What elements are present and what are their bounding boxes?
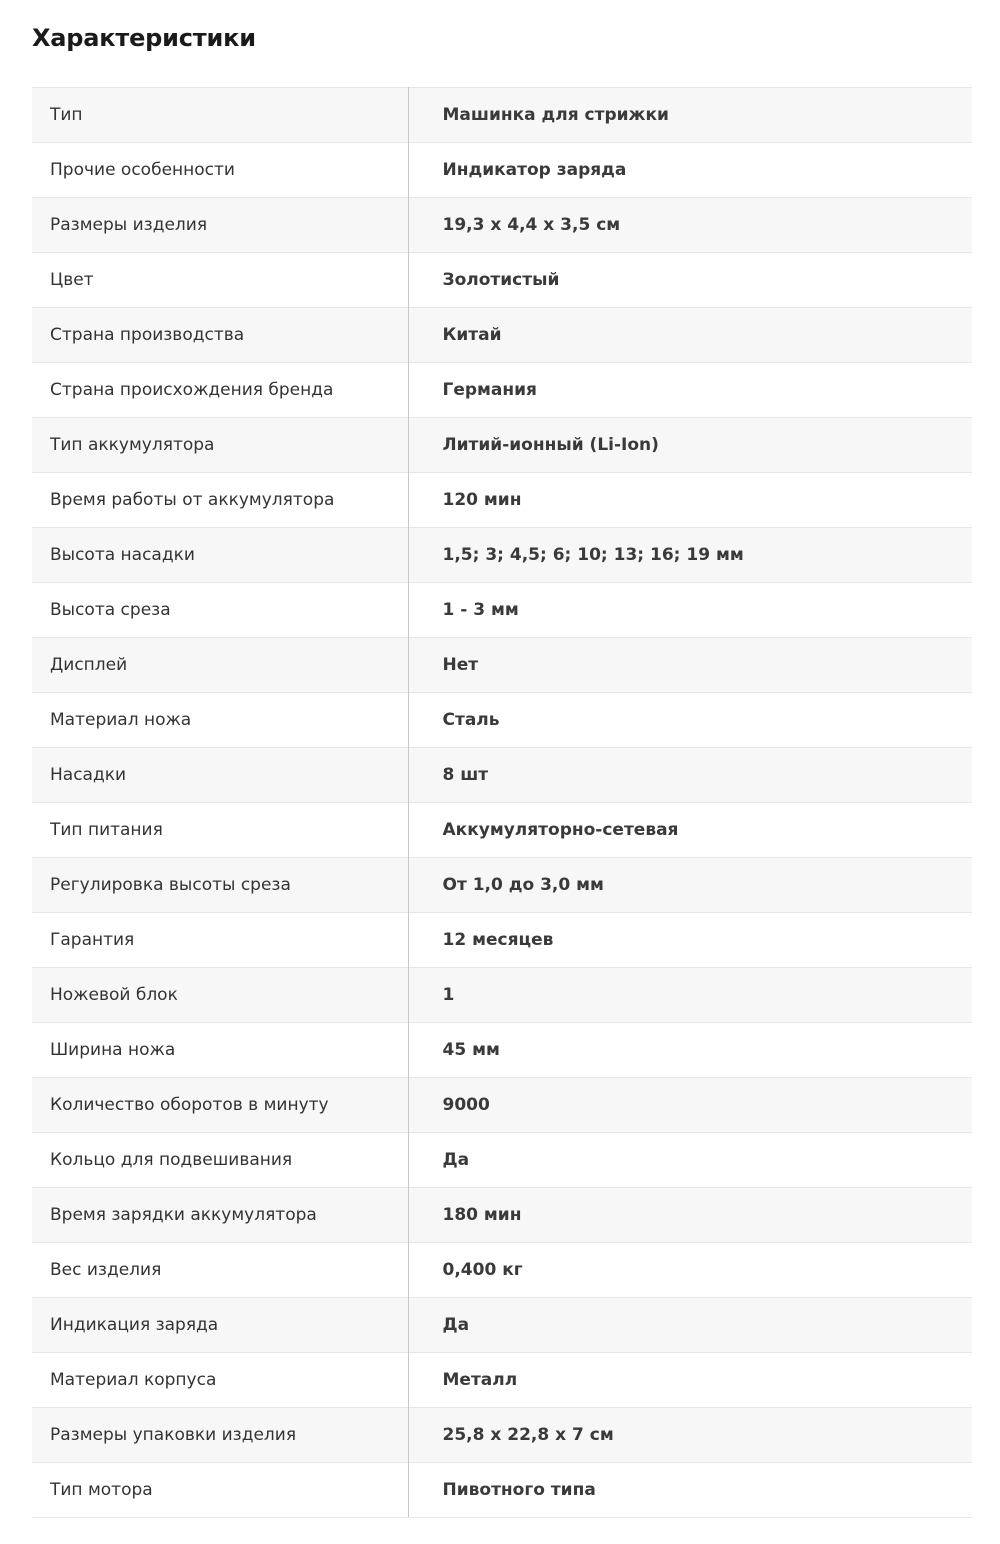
spec-name: Время работы от аккумулятора: [32, 473, 408, 528]
table-row: [32, 363, 972, 418]
table-row: [32, 1298, 972, 1353]
spec-value: 25,8 x 22,8 x 7 см: [408, 1408, 972, 1463]
spec-value: Машинка для стрижки: [408, 88, 972, 143]
spec-name: Высота насадки: [32, 528, 408, 583]
spec-name: Тип мотора: [32, 1463, 408, 1518]
spec-value: Золотистый: [408, 253, 972, 308]
table-row: [32, 693, 972, 748]
table-row: [32, 1463, 972, 1518]
spec-value: Китай: [408, 308, 972, 363]
spec-value: 8 шт: [408, 748, 972, 803]
table-row: [32, 1188, 972, 1243]
table-row: [32, 638, 972, 693]
spec-name: Ножевой блок: [32, 968, 408, 1023]
table-row: [32, 308, 972, 363]
spec-value: Сталь: [408, 693, 972, 748]
spec-value: Пивотного типа: [408, 1463, 972, 1518]
spec-name: Размеры изделия: [32, 198, 408, 253]
table-row: [32, 418, 972, 473]
table-row: [32, 858, 972, 913]
table-row: [32, 1023, 972, 1078]
spec-name: Количество оборотов в минуту: [32, 1078, 408, 1133]
spec-name: Вес изделия: [32, 1243, 408, 1298]
table-row: [32, 473, 972, 528]
spec-name: Гарантия: [32, 913, 408, 968]
spec-name: Регулировка высоты среза: [32, 858, 408, 913]
spec-value: От 1,0 до 3,0 мм: [408, 858, 972, 913]
spec-value: 120 мин: [408, 473, 972, 528]
table-row: [32, 143, 972, 198]
page-title: Характеристики: [32, 24, 256, 52]
table-row: [32, 913, 972, 968]
spec-name: Страна производства: [32, 308, 408, 363]
spec-name: Индикация заряда: [32, 1298, 408, 1353]
spec-value: Нет: [408, 638, 972, 693]
spec-value: 19,3 x 4,4 x 3,5 см: [408, 198, 972, 253]
spec-value: Литий-ионный (Li-Ion): [408, 418, 972, 473]
spec-value: 1 - 3 мм: [408, 583, 972, 638]
table-row: [32, 803, 972, 858]
spec-value: 45 мм: [408, 1023, 972, 1078]
table-row: [32, 583, 972, 638]
spec-name: Насадки: [32, 748, 408, 803]
specs-table: [32, 87, 972, 1518]
spec-value: 1: [408, 968, 972, 1023]
spec-name: Цвет: [32, 253, 408, 308]
spec-name: Материал корпуса: [32, 1353, 408, 1408]
spec-value: Германия: [408, 363, 972, 418]
table-row: [32, 968, 972, 1023]
spec-value: 12 месяцев: [408, 913, 972, 968]
table-row: [32, 528, 972, 583]
spec-name: Тип питания: [32, 803, 408, 858]
table-row: [32, 1078, 972, 1133]
spec-name: Материал ножа: [32, 693, 408, 748]
spec-name: Страна происхождения бренда: [32, 363, 408, 418]
table-row: [32, 1353, 972, 1408]
spec-value: Аккумуляторно-сетевая: [408, 803, 972, 858]
table-row: [32, 1408, 972, 1463]
spec-name: Ширина ножа: [32, 1023, 408, 1078]
table-row: [32, 198, 972, 253]
spec-value: Индикатор заряда: [408, 143, 972, 198]
table-row: [32, 253, 972, 308]
spec-value: 0,400 кг: [408, 1243, 972, 1298]
spec-name: Размеры упаковки изделия: [32, 1408, 408, 1463]
spec-name: Тип: [32, 88, 408, 143]
spec-value: 180 мин: [408, 1188, 972, 1243]
spec-value: Да: [408, 1298, 972, 1353]
spec-name: Дисплей: [32, 638, 408, 693]
table-row: [32, 1133, 972, 1188]
table-row: [32, 1243, 972, 1298]
spec-value: 9000: [408, 1078, 972, 1133]
spec-name: Тип аккумулятора: [32, 418, 408, 473]
spec-name: Кольцо для подвешивания: [32, 1133, 408, 1188]
spec-value: Да: [408, 1133, 972, 1188]
spec-value: 1,5; 3; 4,5; 6; 10; 13; 16; 19 мм: [408, 528, 972, 583]
spec-name: Высота среза: [32, 583, 408, 638]
spec-value: Металл: [408, 1353, 972, 1408]
spec-name: Прочие особенности: [32, 143, 408, 198]
table-row: [32, 88, 972, 143]
table-row: [32, 748, 972, 803]
spec-name: Время зарядки аккумулятора: [32, 1188, 408, 1243]
